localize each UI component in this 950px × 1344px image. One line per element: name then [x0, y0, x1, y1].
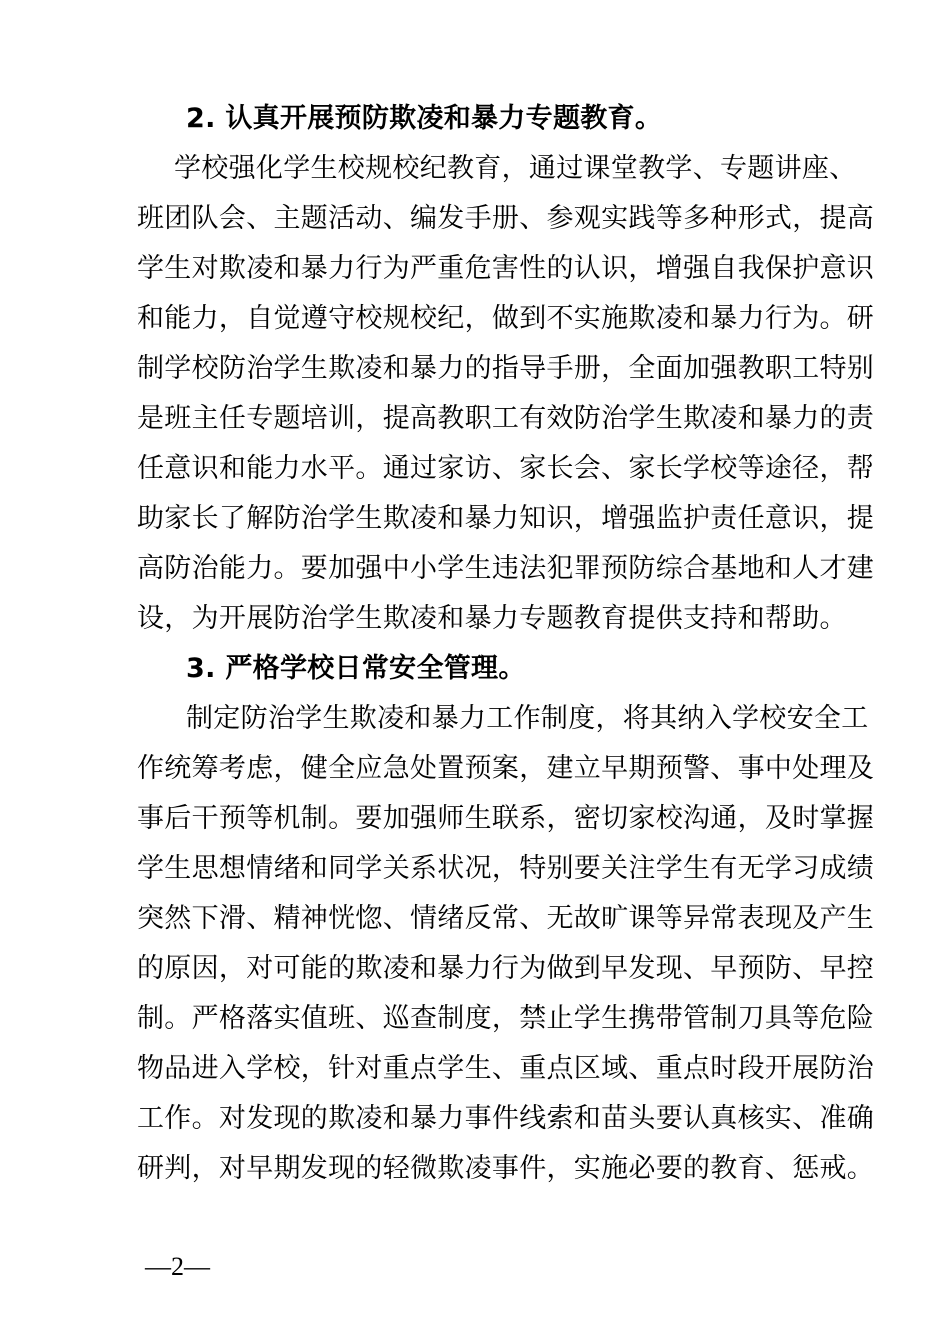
page-number: —2—: [145, 1252, 210, 1281]
paragraph-2-line-7: 任意识和能力水平。通过家访、家长会、家长学校等途径，帮: [137, 453, 875, 484]
paragraph-2-line-8: 助家长了解防治学生欺凌和暴力知识，增强监护责任意识，提: [137, 503, 875, 534]
paragraph-3-line-9: 工作。对发现的欺凌和暴力事件线索和苗头要认真核实、准确: [137, 1103, 875, 1134]
paragraph-3-line-5: 突然下滑、精神恍惚、情绪反常、无故旷课等异常表现及产生: [137, 903, 875, 934]
paragraph-3-line-2: 作统筹考虑，健全应急处置预案，建立早期预警、事中处理及: [137, 753, 875, 784]
paragraph-2-line-4: 和能力，自觉遵守校规校纪，做到不实施欺凌和暴力行为。研: [137, 303, 875, 334]
paragraph-2-line-1: 学校强化学生校规校纪教育，通过课堂教学、专题讲座、: [174, 153, 857, 184]
paragraph-3-line-7: 制。严格落实值班、巡查制度，禁止学生携带管制刀具等危险: [137, 1003, 875, 1034]
paragraph-3-line-8: 物品进入学校，针对重点学生、重点区域、重点时段开展防治: [137, 1053, 875, 1084]
section-heading-3: 3. 严格学校日常安全管理。: [186, 653, 526, 684]
paragraph-2-line-9: 高防治能力。要加强中小学生违法犯罪预防综合基地和人才建: [137, 553, 875, 584]
paragraph-3-line-10: 研判，对早期发现的轻微欺凌事件，实施必要的教育、惩戒。: [137, 1153, 875, 1184]
paragraph-2-line-2: 班团队会、主题活动、编发手册、参观实践等多种形式，提高: [137, 203, 875, 234]
paragraph-3-line-1: 制定防治学生欺凌和暴力工作制度，将其纳入学校安全工: [186, 703, 869, 734]
paragraph-2-line-10: 设，为开展防治学生欺凌和暴力专题教育提供支持和帮助。: [137, 603, 847, 634]
paragraph-2-line-5: 制学校防治学生欺凌和暴力的指导手册，全面加强教职工特别: [137, 353, 875, 384]
paragraph-3-line-3: 事后干预等机制。要加强师生联系，密切家校沟通，及时掌握: [137, 803, 875, 834]
section-heading-2: 2. 认真开展预防欺凌和暴力专题教育。: [186, 103, 663, 134]
paragraph-2-line-6: 是班主任专题培训，提高教职工有效防治学生欺凌和暴力的责: [137, 403, 875, 434]
paragraph-2-line-3: 学生对欺凌和暴力行为严重危害性的认识，增强自我保护意识: [137, 253, 875, 284]
paragraph-3-line-4: 学生思想情绪和同学关系状况，特别要关注学生有无学习成绩: [137, 853, 875, 884]
paragraph-3-line-6: 的原因，对可能的欺凌和暴力行为做到早发现、早预防、早控: [137, 953, 875, 984]
